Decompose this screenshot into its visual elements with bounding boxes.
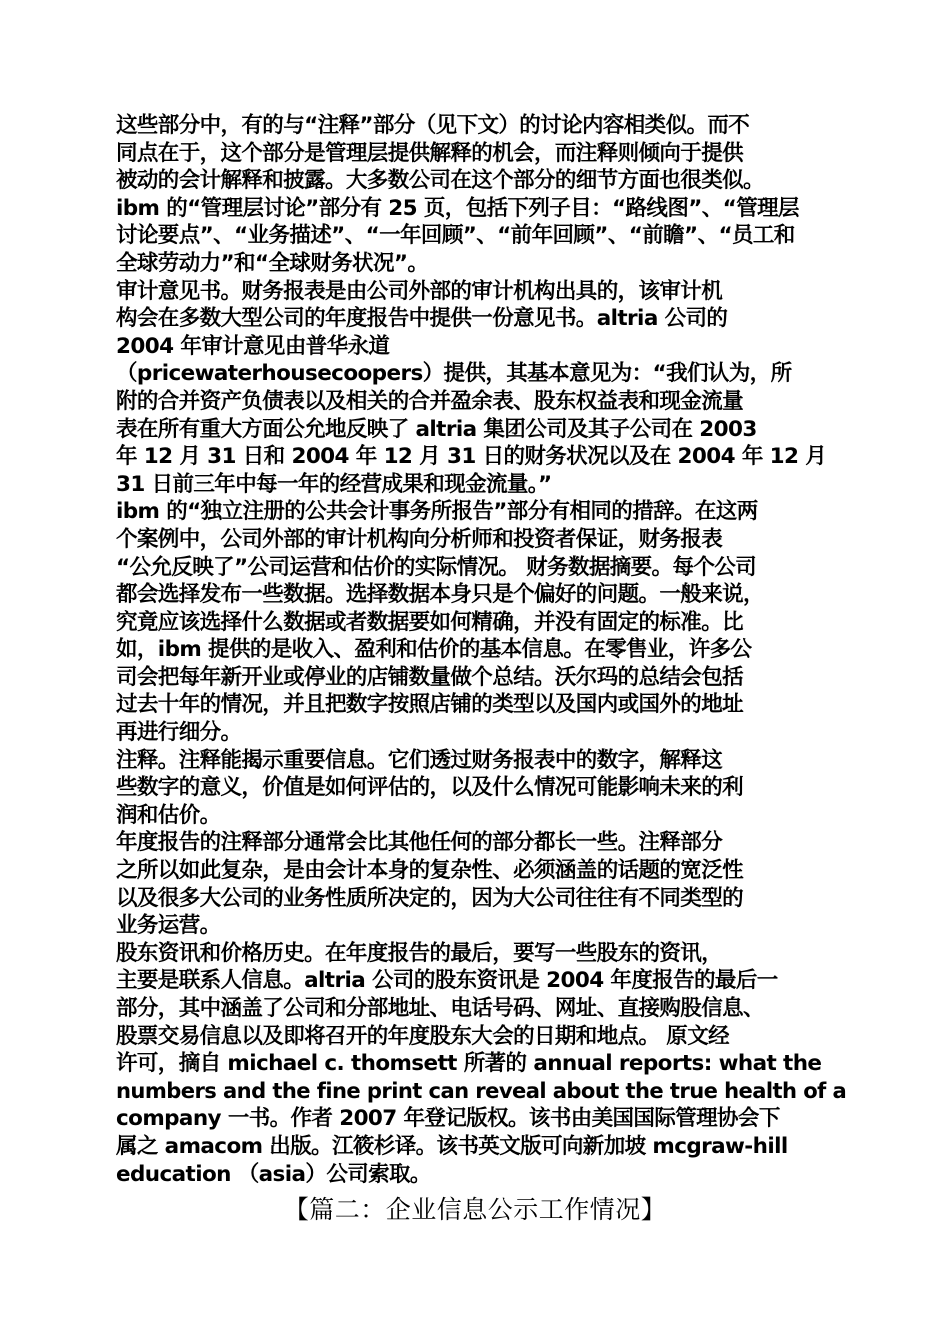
text-line: 2004 年审计意见由普华永道 — [116, 333, 390, 359]
text-line: 许可，摘自 michael c. thomsett 所著的 annual reports: what the — [116, 1051, 822, 1077]
text-line: 这些部分中，有的与“注释”部分（见下文）的讨论内容相类似。而不 — [116, 113, 750, 138]
text-line: 以及很多大公司的业务性质所决定的，因为大公司往往有不同类型的 — [116, 885, 744, 911]
text-line: 股票交易信息以及即将召开的年度股东大会的日期和地点。 原文经 — [116, 1023, 729, 1049]
text-line: 主要是联系人信息。altria 公司的股东资讯是 2004 年度报告的最后一 — [116, 968, 778, 994]
section-heading: 【篇二：企业信息公示工作情况】 — [283, 1195, 667, 1224]
text-line: 注释。注释能揭示重要信息。它们透过财务报表中的数字，解释这 — [116, 747, 723, 773]
text-line: 如，ibm 提供的是收入、盈利和估价的基本信息。在零售业，许多公 — [116, 637, 752, 663]
text-line: numbers and the fine print can reveal about the true health of a — [116, 1078, 847, 1104]
text-line: 附的合并资产负债表以及相关的合并盈余表、股东权益表和现金流量 — [116, 388, 744, 414]
text-line: 全球劳动力”和“全球财务状况”。 — [116, 250, 429, 276]
text-line: 年度报告的注释部分通常会比其他任何的部分都长一些。注释部分 — [116, 830, 723, 856]
text-line: 司会把每年新开业或停业的店铺数量做个总结。沃尔玛的总结会包括 — [116, 664, 744, 690]
text-line: 属之 amacom 出版。江筱杉译。该书英文版可向新加坡 mcgraw-hill — [116, 1133, 788, 1159]
text-line: 之所以如此复杂，是由会计本身的复杂性、必须涵盖的话题的宽泛性 — [116, 858, 744, 884]
text-line: 业务运营。 — [116, 913, 221, 939]
text-line: ibm 的“独立注册的公共会计事务所报告”部分有相同的措辞。在这两 — [116, 499, 758, 525]
text-line: 31 日前三年中每一年的经营成果和现金流量。” — [116, 471, 552, 497]
document-body — [116, 112, 846, 1188]
text-line: 构会在多数大型公司的年度报告中提供一份意见书。altria 公司的 — [116, 306, 728, 332]
text-line: 过去十年的情况，并且把数字按照店铺的类型以及国内或国外的地址 — [116, 692, 744, 718]
text-line: （pricewaterhousecoopers）提供，其基本意见为：“我们认为，所 — [116, 361, 792, 387]
text-line: 表在所有重大方面公允地反映了 altria 集团公司及其子公司在 2003 — [116, 416, 757, 442]
text-line: “公允反映了”公司运营和估价的实际情况。 财务数据摘要。每个公司 — [116, 554, 757, 580]
text-line: 些数字的意义，价值是如何评估的，以及什么情况可能影响未来的利 — [116, 775, 744, 801]
text-line: education （asia）公司索取。 — [116, 1161, 431, 1187]
text-line: 都会选择发布一些数据。选择数据本身只是个偏好的问题。一般来说， — [116, 582, 764, 608]
text-line: 审计意见书。财务报表是由公司外部的审计机构出具的，该审计机 — [116, 278, 723, 304]
text-line: 年 12 月 31 日和 2004 年 12 月 31 日的财务状况以及在 2004 年 12 月 — [116, 444, 827, 470]
text-line: 讨论要点”、“业务描述”、“一年回顾”、“前年回顾”、“前瞻”、“员工和 — [116, 223, 795, 249]
text-line: 股东资讯和价格历史。在年度报告的最后，要写一些股东的资讯， — [116, 940, 723, 966]
text-line: company 一书。作者 2007 年登记版权。该书由美国国际管理协会下 — [116, 1106, 780, 1132]
text-line: 个案例中，公司外部的审计机构向分析师和投资者保证，财务报表 — [116, 526, 723, 552]
text-line: 部分，其中涵盖了公司和分部地址、电话号码、网址、直接购股信息、 — [116, 996, 764, 1021]
text-line: 究竟应该选择什么数据或者数据要如何精确，并没有固定的标准。比 — [116, 609, 744, 635]
text-line: 同点在于，这个部分是管理层提供解释的机会，而注释则倾向于提供 — [116, 140, 744, 166]
text-line: 再进行细分。 — [116, 720, 242, 746]
text-line: 被动的会计解释和披露。大多数公司在这个部分的细节方面也很类似。 — [116, 168, 764, 194]
text-line: 润和估价。 — [116, 802, 221, 828]
text-line: ibm 的“管理层讨论”部分有 25 页，包括下列子目：“路线图”、“管理层 — [116, 195, 799, 221]
